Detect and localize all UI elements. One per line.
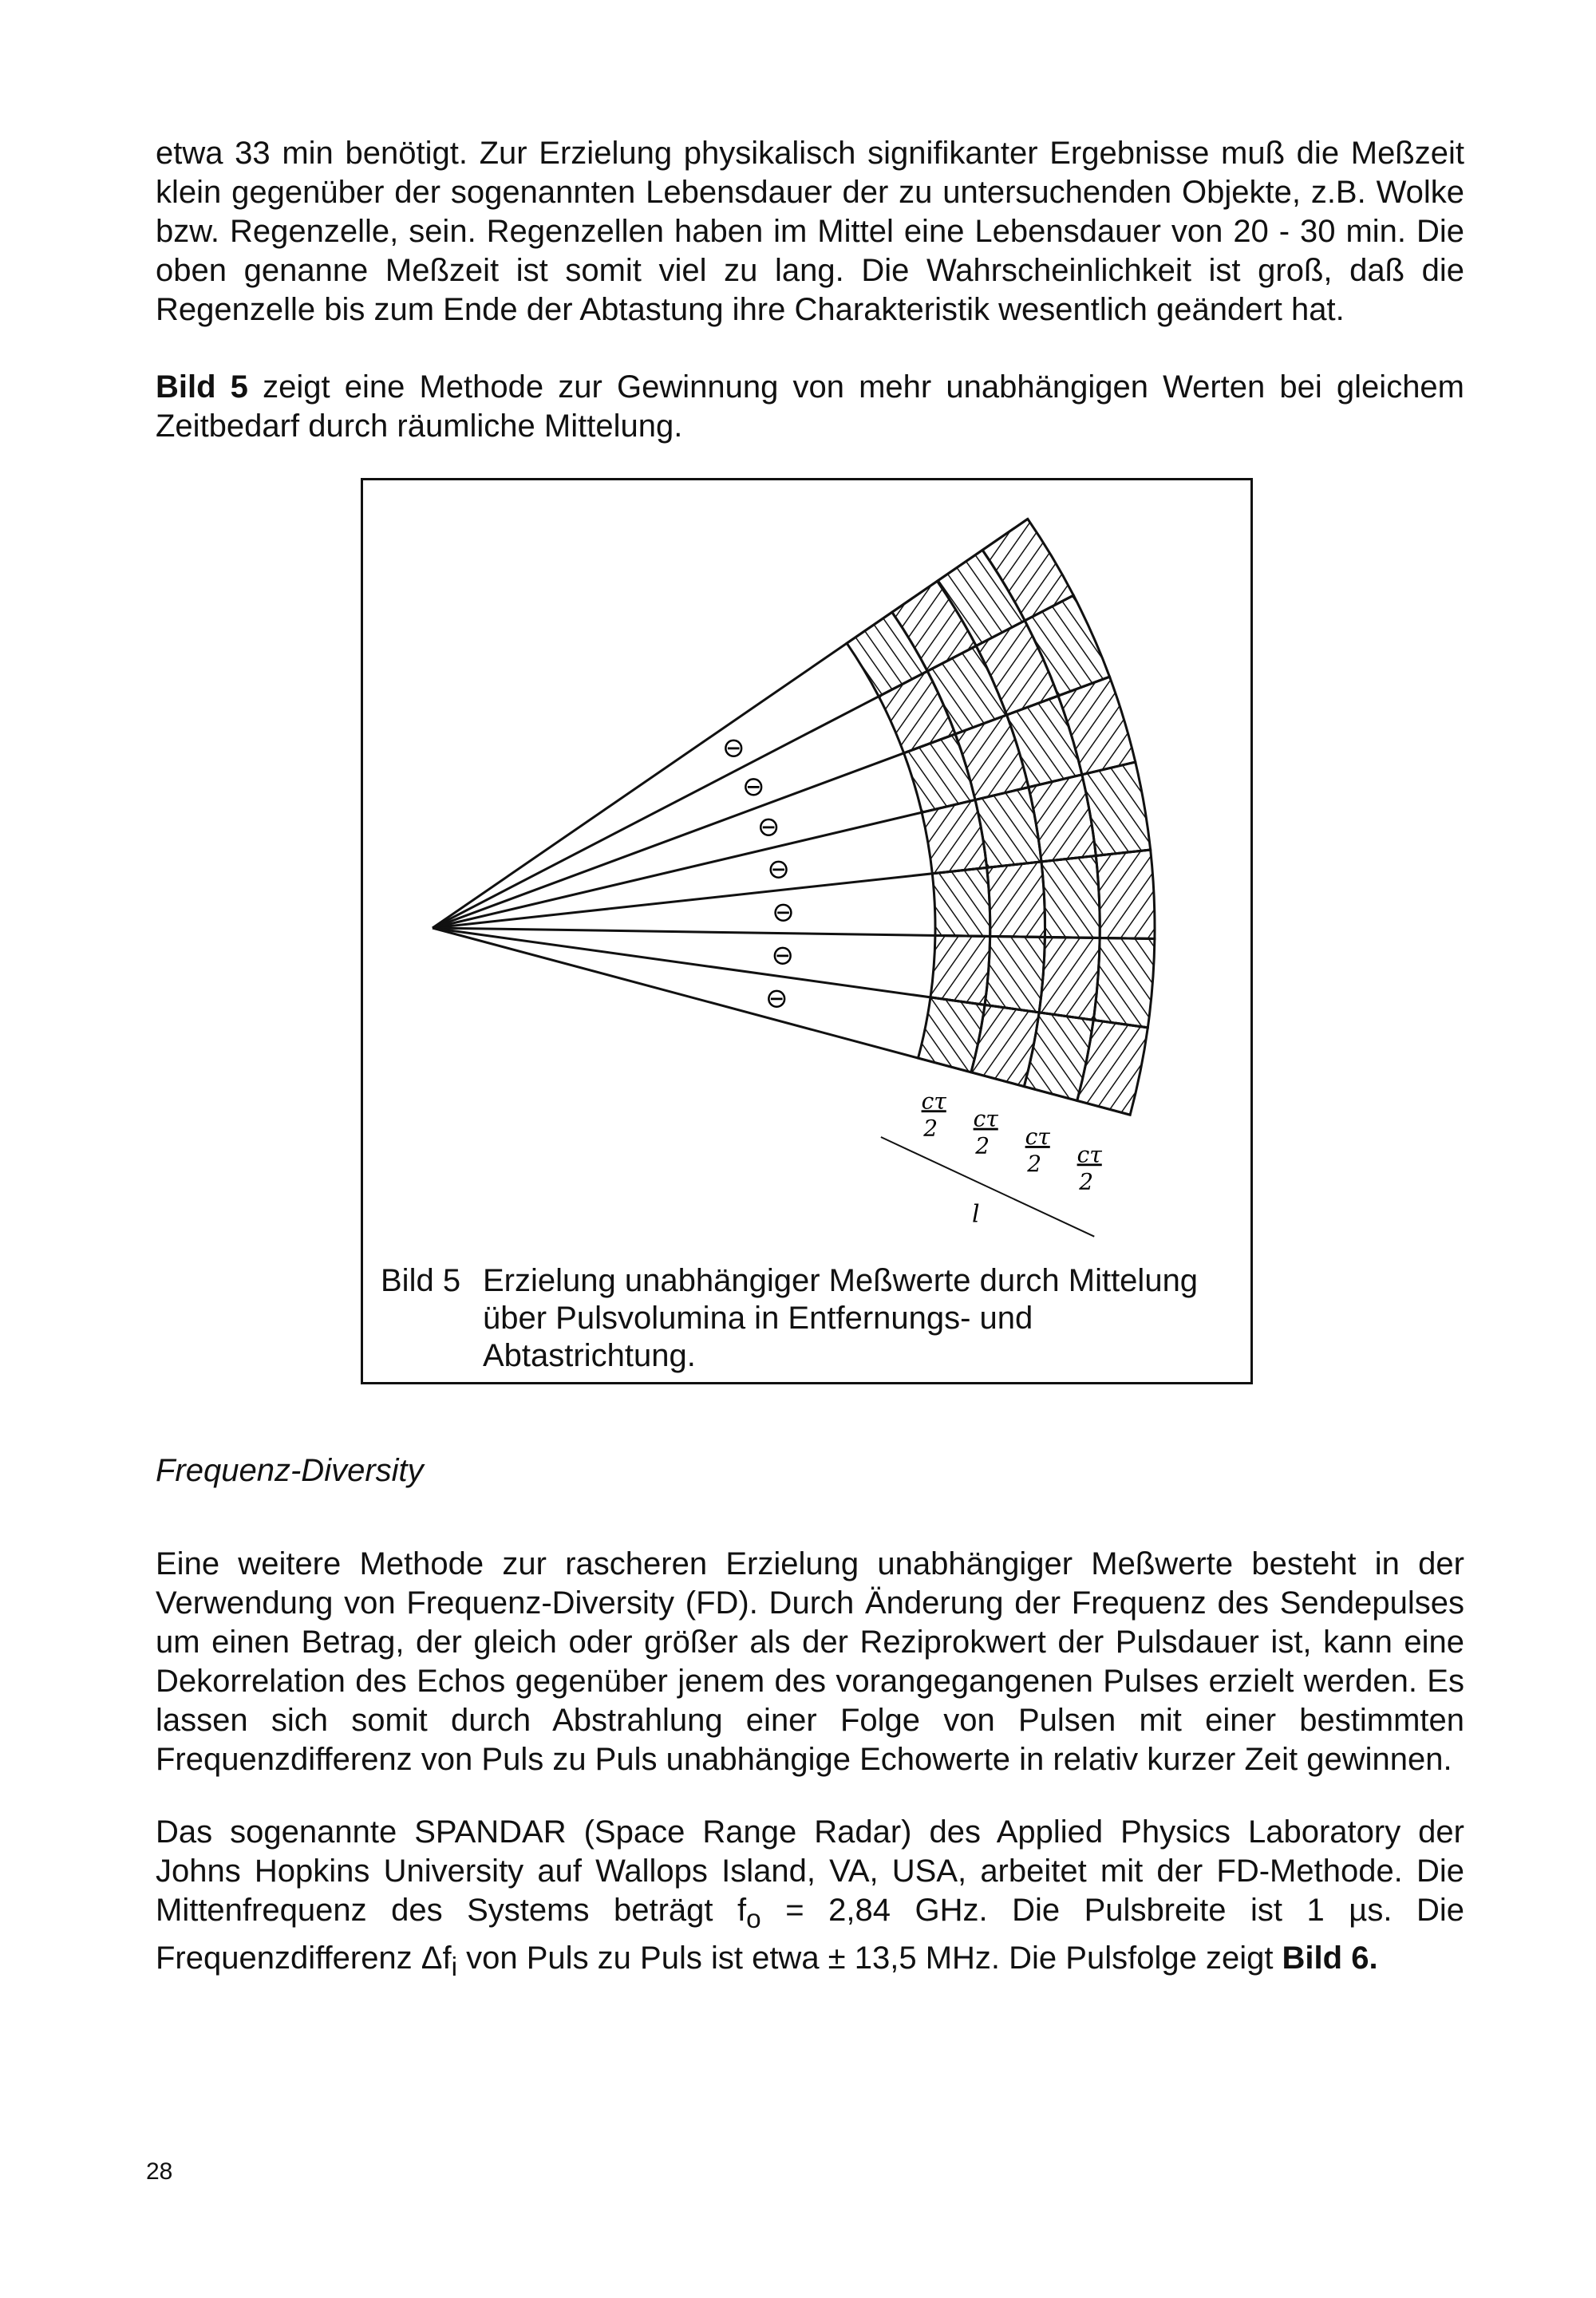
pulse-volume-diagram — [363, 480, 1250, 1246]
beam-symbol: ⊖ — [757, 811, 780, 843]
range-cell — [1039, 937, 1100, 1020]
figure-6-reference: Bild 6. — [1282, 1941, 1378, 1976]
range-label-denominator: 2 — [1027, 1151, 1042, 1178]
beam-symbol: ⊖ — [767, 853, 790, 886]
range-label-numerator: cτ — [973, 1105, 998, 1132]
range-cell — [985, 936, 1045, 1012]
figure-5 — [361, 478, 1253, 1384]
beam-symbol: ⊖ — [742, 770, 765, 803]
caption-text: Erzielung unabhängiger Meßwerte durch Mittelung über Pulsvolumina in Entfernungs- und Abtastrichtung. — [483, 1263, 1199, 1373]
section-heading: Frequenz-Diversity — [156, 1453, 424, 1488]
range-label-denominator: 2 — [923, 1115, 938, 1142]
caption-label: Bild 5 — [381, 1263, 461, 1298]
range-cell — [987, 862, 1045, 938]
page-number: 28 — [146, 2158, 173, 2185]
figure-reference: Bild 5 — [156, 369, 248, 405]
paragraph-2 — [156, 368, 1464, 446]
range-cell — [932, 867, 990, 936]
beam-symbol: ⊖ — [772, 896, 795, 929]
paragraph-4 — [156, 1813, 1464, 1987]
p4-c: von Puls zu Puls ist etwa ± 13,5 MHz. Die Pulsfolge zeigt — [457, 1941, 1282, 1976]
range-cell — [1096, 850, 1155, 939]
p4-a: Das sogenannte SPANDAR (Space Range Radar) des Applied Physics Laboratory der Johns Hopkins University auf Wallops Island, VA, USA, arbeitet mit der FD-Methode. Die Mittenfrequenz des Systems beträgt f — [156, 1814, 1464, 1928]
paragraph-1: etwa 33 min benötigt. Zur Erzielung physikalisch signifikanter Ergebnisse muß die Meßzeit klein gegenüber der sogenannten Lebensdauer der zu untersuchenden Objekte, z.B. Wolke bzw. Regenzelle, sein. Regenzellen haben im Mittel eine Lebensdauer von 20 - 30 min. Die oben genanne Meßzeit ist somit viel zu lang. Die Wahrscheinlichkeit ist groß, daß die Regenzelle bis zum Ende der Abtastung ihre Charakteristik wesentlich geändert hat. — [156, 136, 1464, 327]
range-label-numerator: cτ — [921, 1088, 946, 1115]
range-label-numerator: cτ — [1077, 1141, 1102, 1168]
page-body — [156, 134, 1464, 1987]
beam-symbol: ⊖ — [764, 982, 788, 1015]
paragraph-3: Eine weitere Methode zur rascheren Erzielung unabhängiger Meßwerte besteht in der Verwendung von Frequenz-Diversity (FD). Durch Änderung der Frequenz des Sendepulses um einen Betrag, der gleich oder größer als der Reziprokwert der Pulsdauer ist, kann eine Dekorrelation des Echos gegenüber jenem des vorangegangenen Pulses erzielt werden. Es lassen sich somit durch Abstrahlung einer Folge von Pulsen mit einer bestimmten Frequenzdifferenz von Puls zu Puls unabhängige Echowerte in relativ kurzer Zeit gewinnen. — [156, 1546, 1464, 1777]
beam-symbol: ⊖ — [722, 732, 745, 764]
paragraph-2-text: zeigt eine Methode zur Gewinnung von mehr unabhängigen Werten bei gleichem Zeitbedarf durch räumliche Mittelung. — [156, 369, 1465, 444]
p4-sub1: i — [451, 1953, 458, 1982]
range-cell — [930, 935, 990, 1005]
range-cell — [1041, 855, 1100, 938]
beam-symbol: ⊖ — [771, 939, 794, 972]
range-label-denominator: 2 — [975, 1132, 990, 1159]
range-label-numerator: cτ — [1025, 1123, 1050, 1151]
range-label-denominator: 2 — [1079, 1168, 1094, 1195]
p4-sub0: o — [746, 1905, 761, 1934]
p4-b: = 2,84 GHz. Die Pulsbreite ist 1 µs. Die Frequenzdifferenz Δf — [156, 1893, 1464, 1976]
length-label: l — [971, 1200, 980, 1229]
range-cell — [1093, 938, 1155, 1028]
